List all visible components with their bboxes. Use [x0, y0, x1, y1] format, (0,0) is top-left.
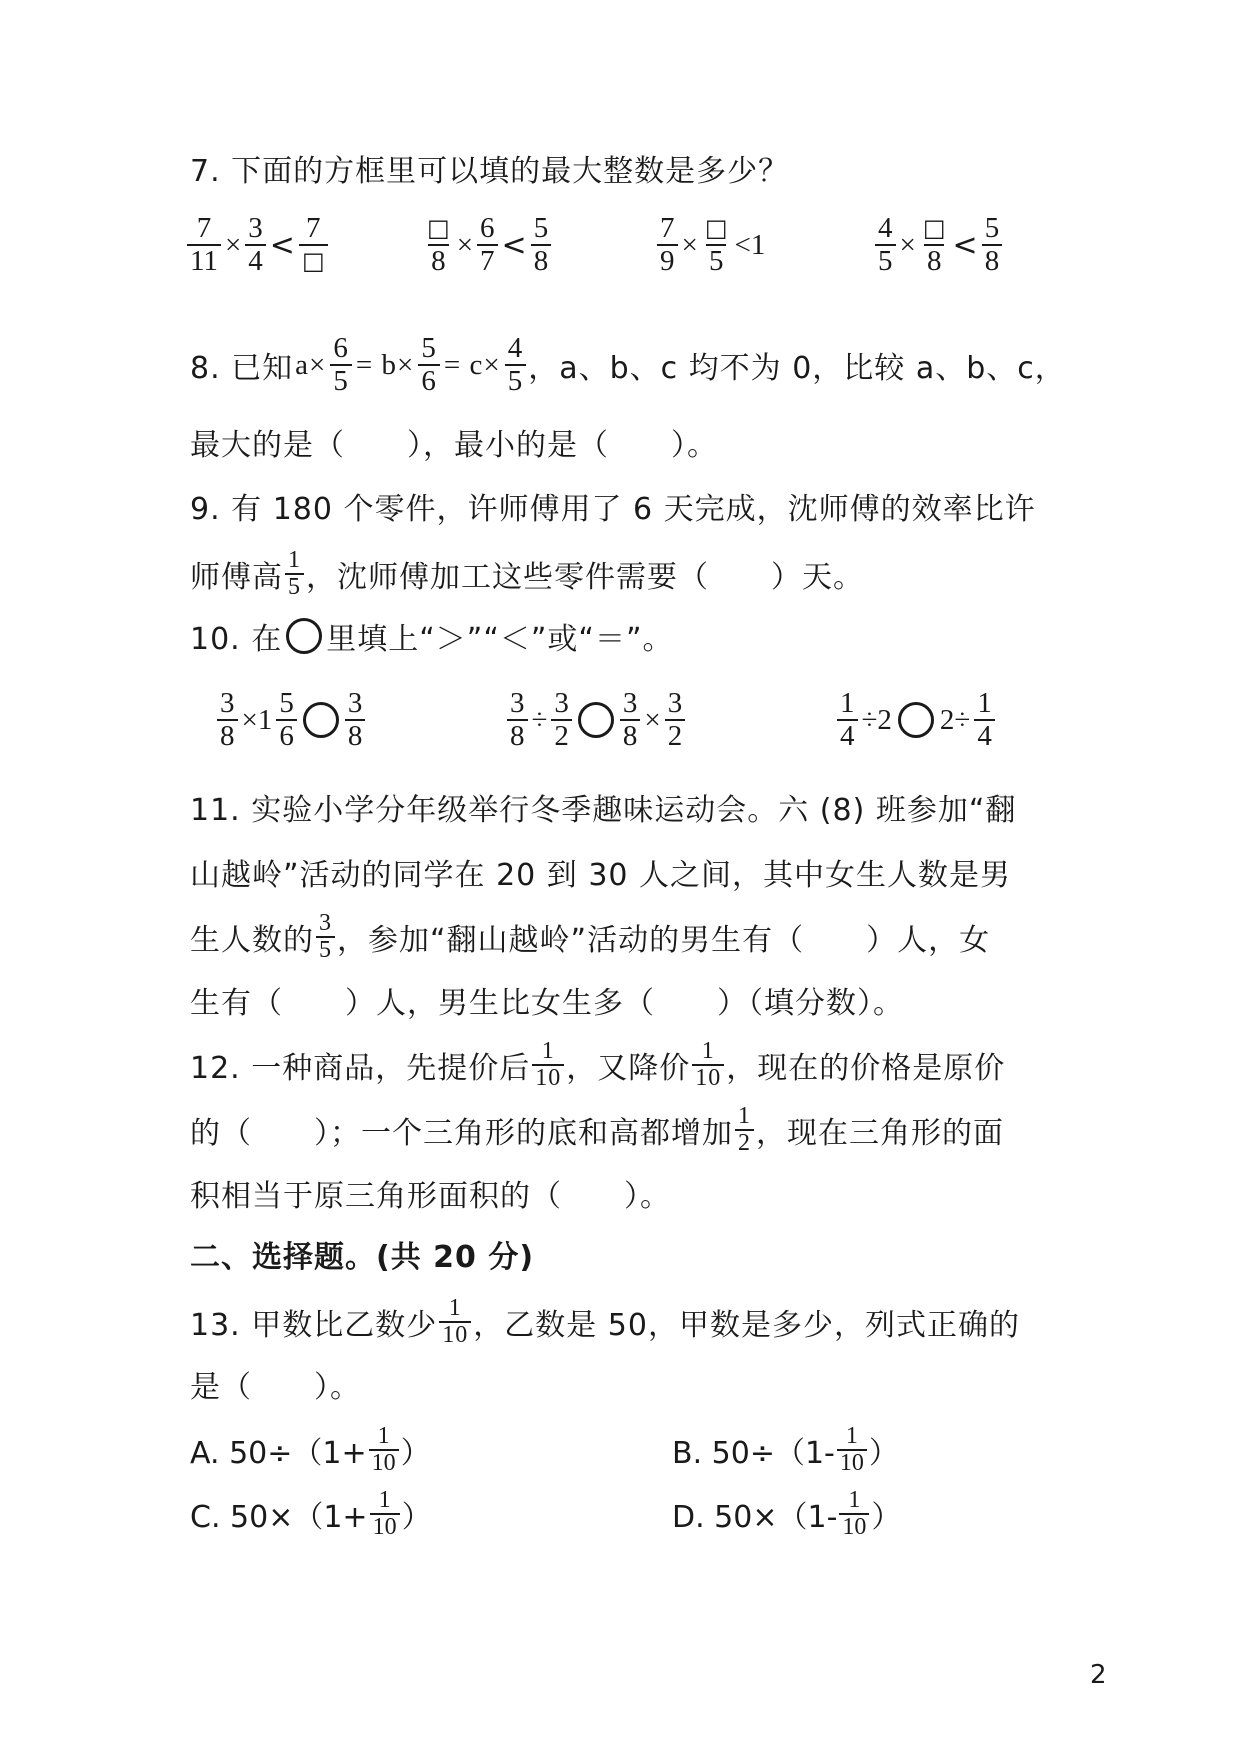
fraction: $\frac{7}{11}$ — [187, 213, 221, 277]
fraction: $\frac{5}{8}$ — [982, 213, 1003, 277]
fraction: $\frac{3}{8}$ — [620, 688, 641, 752]
question-9-line-1: 9. 有 180 个零件，许师傅用了 6 天完成，沈师傅的效率比许 — [190, 492, 1036, 527]
question-11-line-1: 11. 实验小学分年级举行冬季趣味运动会。六 (8) 班参加“翻 — [190, 793, 1017, 828]
option-b[interactable]: B. 50÷（1- $\frac{1}{10}$ ） — [672, 1423, 899, 1476]
fraction: $\frac{5}{6}$ — [276, 688, 297, 752]
fraction: $\frac{1}{10}$ — [370, 1488, 400, 1540]
fraction: $\frac{1}{5}$ — [285, 548, 304, 600]
question-13-line-1: 13. 甲数比乙数少 $\frac{1}{10}$ ，乙数是 50，甲数是多少，列式正确的 — [190, 1295, 1020, 1348]
fraction: $\frac{1}{10}$ — [532, 1039, 564, 1091]
q7-expression-2: $\frac{□}{8}$ × $\frac{6}{7}$ < $\frac{5}{8}$ — [422, 205, 553, 285]
question-11-line-2: 山越岭”活动的同学在 20 到 30 人之间，其中女生人数是男 — [190, 858, 1012, 893]
fraction: $\frac{□}{8}$ — [427, 214, 450, 277]
fraction: $\frac{1}{10}$ — [692, 1039, 724, 1091]
option-a[interactable]: A. 50÷（1+ $\frac{1}{10}$ ） — [190, 1423, 431, 1476]
circle-blank-icon — [286, 618, 322, 654]
section-2-title: 二、选择题。(共 20 分) — [190, 1240, 535, 1275]
fraction: $\frac{□}{8}$ — [922, 214, 946, 277]
question-7-text: 7. 下面的方框里可以填的最大整数是多少？ — [190, 154, 790, 189]
fraction: $\frac{3}{8}$ — [217, 688, 238, 752]
option-d[interactable]: D. 50×（1- $\frac{1}{10}$ ） — [672, 1487, 902, 1540]
q7-expression-1: $\frac{7}{11}$ × $\frac{3}{4}$ < $\frac{7}{□}$ — [185, 205, 330, 285]
question-12-line-2: 的（ ）；一个三角形的底和高都增加 $\frac{1}{2}$ ，现在三角形的面 — [190, 1103, 1004, 1156]
question-10-text: 10. 在 里填上“＞”“＜”或“＝”。 — [190, 604, 1050, 668]
question-8-line-2: 最大的是（ ），最小的是（ ）。 — [190, 428, 718, 463]
question-12-line-1: 12. 一种商品，先提价后 $\frac{1}{10}$ ，又降价 $\frac{1}{10}$ ，现在的价格是原价 — [190, 1038, 1006, 1091]
fraction: $\frac{3}{4}$ — [245, 213, 266, 277]
fraction: $\frac{3}{2}$ — [551, 688, 572, 752]
q7-expression-3: $\frac{7}{9}$ × $\frac{□}{5}$ <1 — [655, 205, 767, 285]
fraction: $\frac{1}{4}$ — [974, 688, 995, 752]
q7-expression-4: $\frac{4}{5}$ × $\frac{□}{8}$ < $\frac{5}{8}$ — [873, 205, 1004, 285]
compare-circle[interactable] — [578, 702, 614, 738]
fraction: $\frac{7}{9}$ — [657, 213, 678, 277]
fraction: $\frac{1}{10}$ — [439, 1296, 471, 1348]
fraction: $\frac{1}{2}$ — [735, 1104, 754, 1156]
fraction: $\frac{3}{2}$ — [665, 688, 686, 752]
fraction: $\frac{3}{8}$ — [345, 688, 366, 752]
fraction: $\frac{1}{10}$ — [369, 1424, 399, 1476]
question-13-line-2: 是（ ）。 — [190, 1370, 361, 1405]
question-8-line-1: 8. 已知 a× $\frac{6}{5}$ = b× $\frac{5}{6}$ = c× $\frac{4}{5}$ ，a、b、c 均不为 0，比较 a、b、c， — [190, 332, 1066, 397]
fraction: $\frac{4}{5}$ — [505, 333, 527, 397]
q10-expression-3: $\frac{1}{4}$ ÷2 2÷ $\frac{1}{4}$ — [835, 680, 997, 760]
question-12-line-3: 积相当于原三角形面积的（ ）。 — [190, 1179, 671, 1214]
fraction: $\frac{7}{□}$ — [299, 213, 328, 277]
fraction: $\frac{3}{8}$ — [507, 688, 528, 752]
compare-circle[interactable] — [898, 702, 934, 738]
fraction: $\frac{5}{6}$ — [418, 333, 440, 397]
fraction: $\frac{4}{5}$ — [875, 213, 896, 277]
compare-circle[interactable] — [303, 702, 339, 738]
question-9-line-2: 师傅高 $\frac{1}{5}$ ，沈师傅加工这些零件需要（ ）天。 — [190, 547, 864, 600]
fraction: $\frac{1}{10}$ — [837, 1424, 867, 1476]
fraction: $\frac{6}{7}$ — [477, 213, 498, 277]
page-number: 2 — [1090, 1660, 1107, 1690]
question-11-line-3: 生人数的 $\frac{3}{5}$ ，参加“翻山越岭”活动的男生有（ ）人，女 — [190, 910, 991, 963]
fraction: $\frac{3}{5}$ — [316, 911, 335, 963]
question-11-line-4: 生有（ ）人，男生比女生多（ ）（填分数）。 — [190, 986, 904, 1021]
fraction: $\frac{1}{4}$ — [837, 688, 858, 752]
fraction: $\frac{□}{5}$ — [704, 214, 728, 277]
fraction: $\frac{6}{5}$ — [330, 333, 352, 397]
q10-expression-1: $\frac{3}{8}$ ×1 $\frac{5}{6}$ $\frac{3}{8}$ — [215, 680, 367, 760]
fraction: $\frac{1}{10}$ — [839, 1488, 869, 1540]
option-c[interactable]: C. 50×（1+ $\frac{1}{10}$ ） — [190, 1487, 432, 1540]
fraction: $\frac{5}{8}$ — [531, 213, 552, 277]
q10-expression-2: $\frac{3}{8}$ ÷ $\frac{3}{2}$ $\frac{3}{8}$ × $\frac{3}{2}$ — [505, 680, 687, 760]
